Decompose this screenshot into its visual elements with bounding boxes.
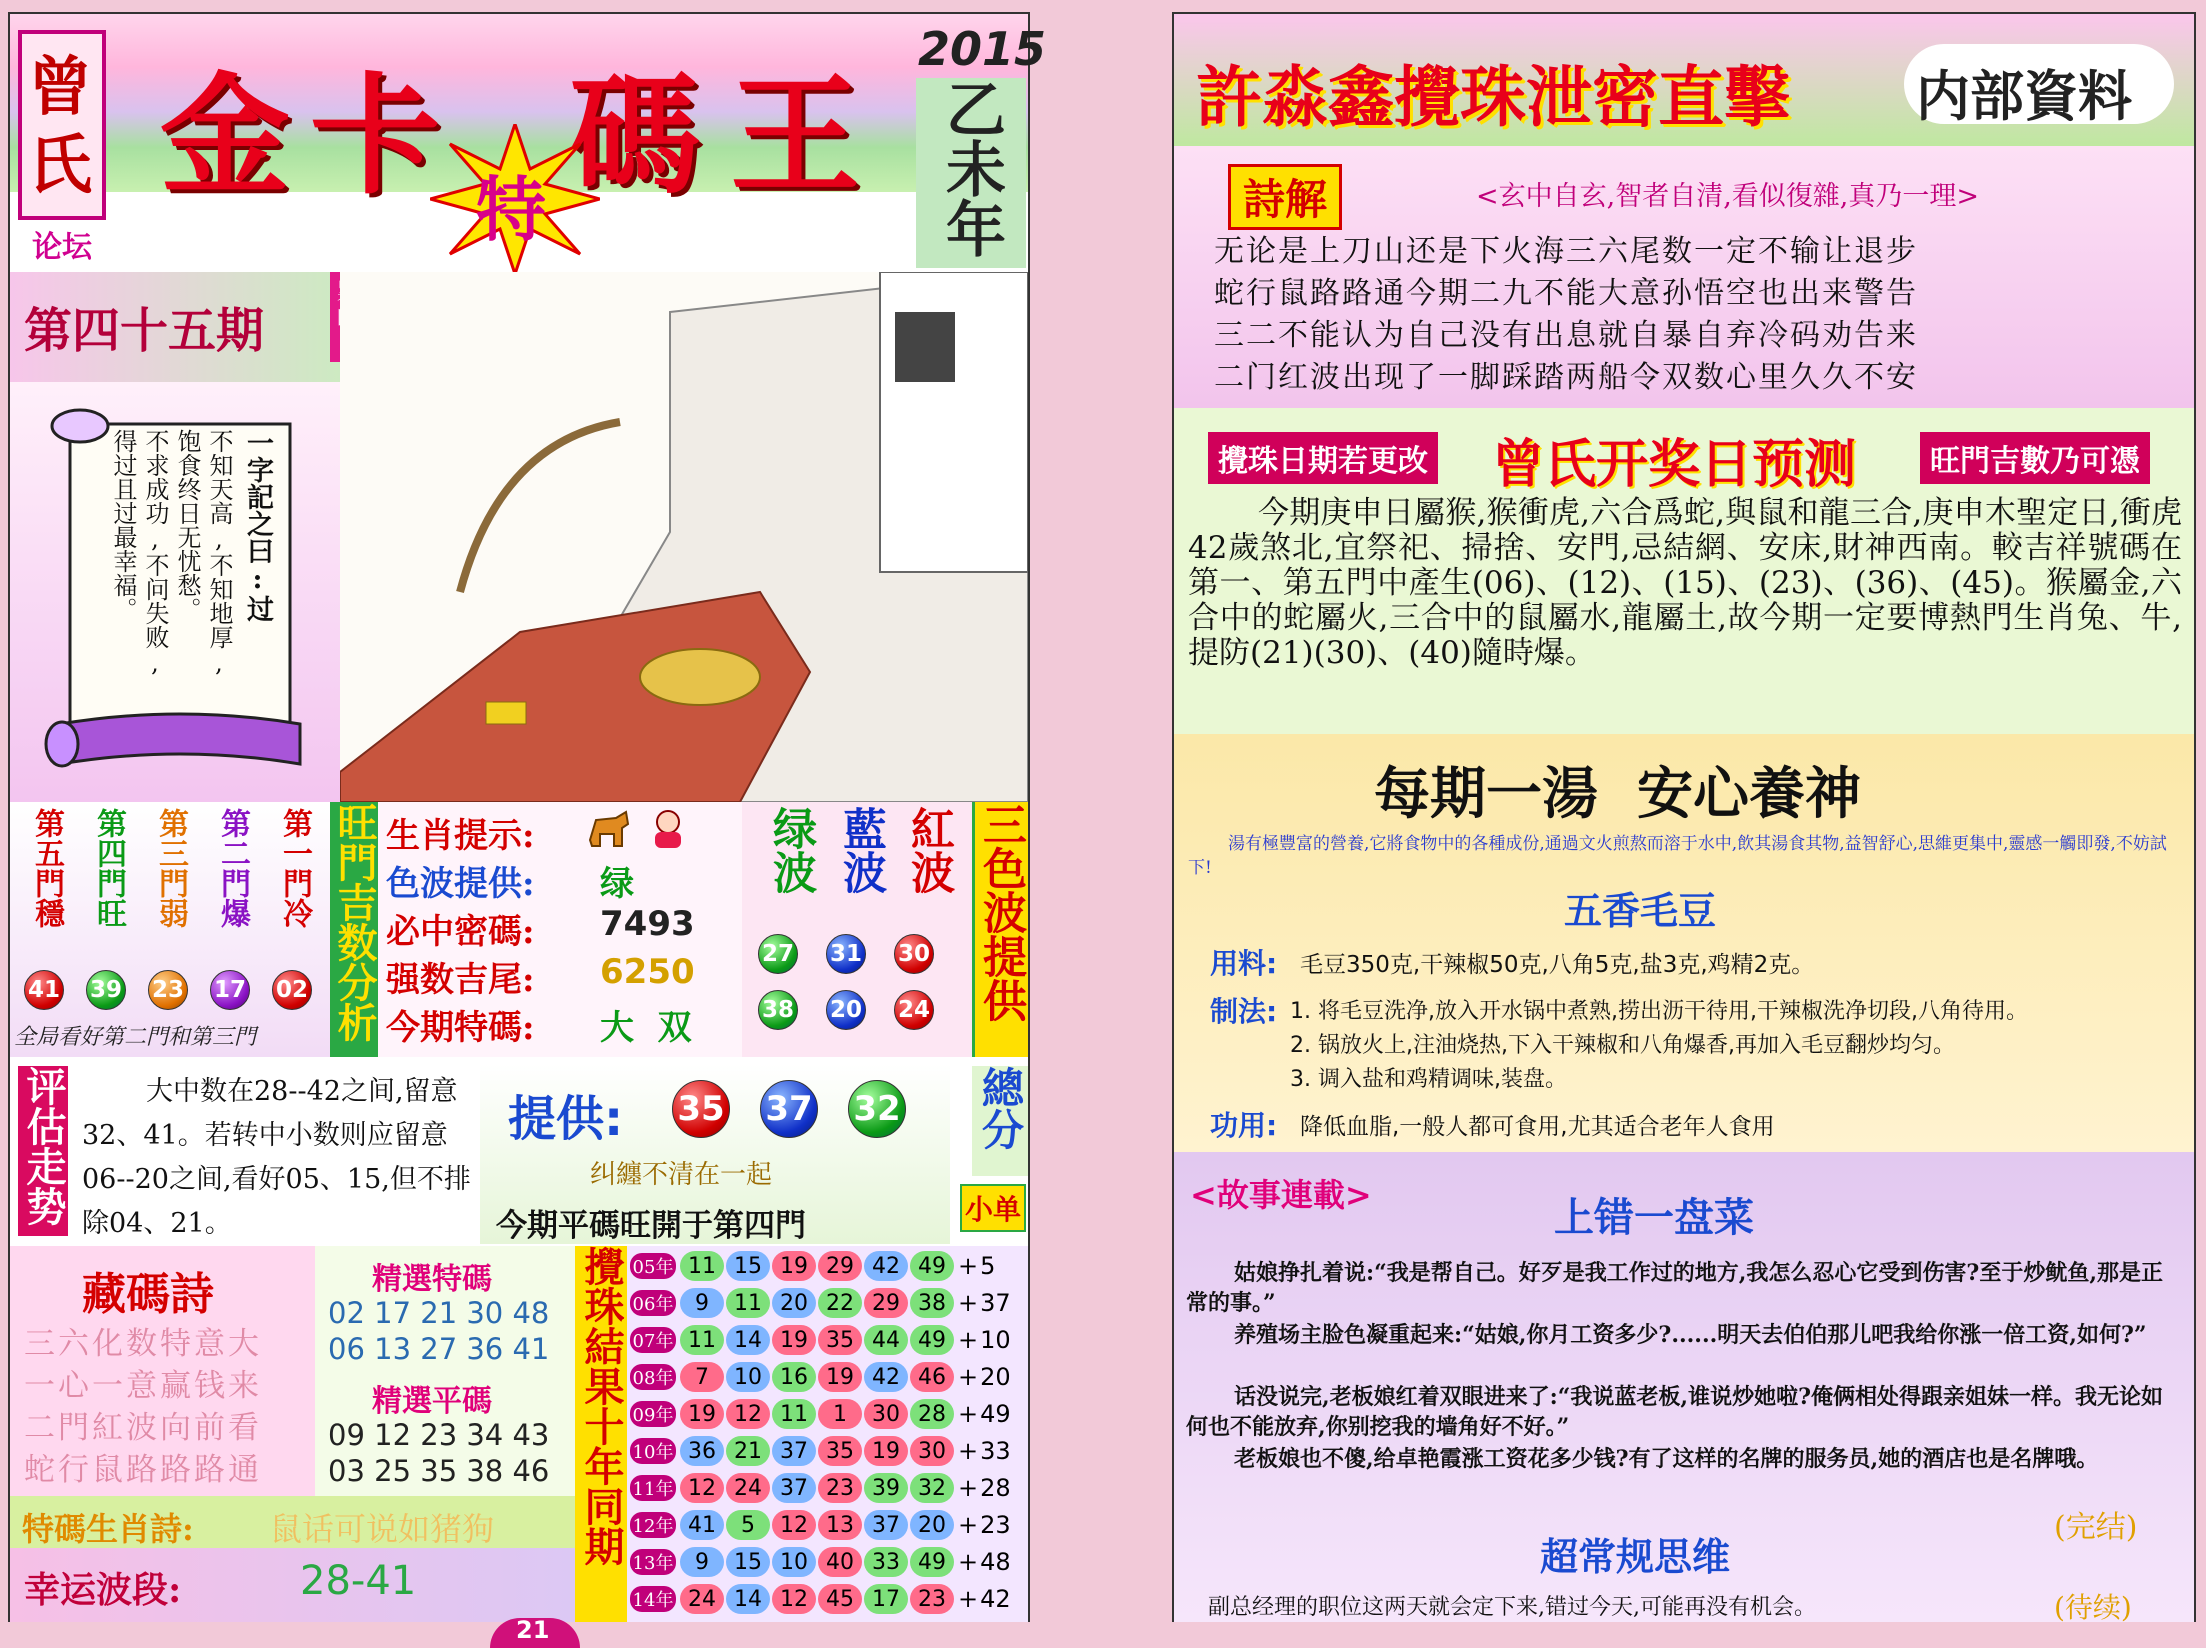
- history-number: 15: [726, 1547, 770, 1577]
- issue-label: 第四十五期: [24, 303, 265, 359]
- year-cn: 乙未年: [916, 78, 1026, 268]
- history-number: 22: [818, 1288, 862, 1318]
- history-year: 12年: [630, 1512, 676, 1538]
- story-paragraph: 姑娘挣扎着说:“我是帮自己。好歹是我工作过的地方,我怎么忍心它受到伤害?至于炒鱿鱼,那是正常的事。”: [1186, 1260, 2163, 1316]
- pred-title: 曾氏开奖日预测: [1492, 435, 1857, 495]
- right-poem-line: 三二不能认为自己没有出息就自暴自弃冷码劝告来: [1214, 318, 1918, 353]
- tip-label: 今期特碼:: [386, 1008, 535, 1048]
- history-number: 21: [726, 1436, 770, 1466]
- right-poem-line: 二门红波出现了一脚踩踏两船令双数心里久久不安: [1214, 360, 1918, 395]
- history-row: [630, 1581, 1011, 1617]
- history-special: 37: [980, 1289, 1011, 1317]
- right-header-badge: 内部資料: [1916, 65, 2132, 128]
- history-number: 29: [818, 1251, 862, 1281]
- lucky-label: 幸运波段:: [24, 1569, 182, 1611]
- provide-ball: 37: [760, 1080, 818, 1138]
- method-1: 1. 将毛豆洗净,放入开水锅中煮熟,捞出沥干待用,干辣椒洗净切段,八角待用。: [1290, 999, 2028, 1024]
- history-year: 09年: [630, 1401, 676, 1427]
- history-number: 12: [772, 1584, 816, 1614]
- story-tag: <故事連載>: [1190, 1176, 1372, 1214]
- scroll-line-5: 得过且过最幸福。: [109, 429, 137, 621]
- gate-label: 第二門爆: [215, 808, 250, 928]
- wave-ball: 31: [826, 934, 866, 974]
- title-char-1: 金: [160, 60, 291, 212]
- story2-end: (待续): [2054, 1591, 2132, 1624]
- wave-vertical: 三色波提供: [972, 802, 1028, 1057]
- title-char-4: 王: [730, 60, 861, 212]
- history-number: 49: [910, 1547, 954, 1577]
- poem-line: 蛇行鼠路路路通: [24, 1452, 262, 1488]
- history-row: [630, 1433, 1011, 1469]
- gate-label: 第三門弱: [153, 808, 188, 928]
- history-number: 38: [910, 1288, 954, 1318]
- scroll-line-2: 不知天高,不知地厚,: [205, 429, 233, 677]
- history-number: 24: [726, 1473, 770, 1503]
- story-end: (完结): [2054, 1510, 2138, 1545]
- tip-label: 色波提供:: [386, 864, 535, 904]
- history-special: 33: [980, 1437, 1011, 1465]
- history-year: 07年: [630, 1327, 676, 1353]
- history-plus: +: [958, 1326, 979, 1354]
- title-char-2: 卡: [310, 60, 441, 212]
- history-number: 19: [772, 1325, 816, 1355]
- left-page: [8, 12, 1047, 1622]
- history-number: 11: [680, 1251, 724, 1281]
- history-number: 24: [680, 1584, 724, 1614]
- history-number: 17: [864, 1584, 908, 1614]
- history-special: 10: [980, 1326, 1011, 1354]
- story2-text: 副总经理的职位这两天就会定下来,错过今天,可能再没有机会。: [1208, 1595, 1816, 1620]
- history-row: [630, 1285, 1011, 1321]
- history-row: [630, 1248, 995, 1284]
- history-number: 10: [772, 1547, 816, 1577]
- history-number: 11: [680, 1325, 724, 1355]
- wave-ball: 30: [894, 934, 934, 974]
- history-special: 20: [980, 1363, 1011, 1391]
- gate-number-ball: 39: [86, 970, 126, 1010]
- story-paragraph: 话没说完,老板娘红着双眼进来了:“我说蓝老板,谁说炒她啦?俺俩相处得跟亲姐妹一样。我无论如何也不能放弃,你别挖我的墙角好不好。”: [1186, 1384, 2163, 1440]
- history-number: 37: [772, 1473, 816, 1503]
- story-paragraph: 老板娘也不傻,给卓艳霞涨工资花多少钱?有了这样的名牌的服务员,她的酒店也是名牌哦。: [1234, 1446, 2099, 1472]
- history-number: 35: [818, 1325, 862, 1355]
- history-vertical: 攪珠結果十年同期: [575, 1246, 627, 1622]
- history-year: 06年: [630, 1290, 676, 1316]
- ing-text: 毛豆350克,干辣椒50克,八角5克,盐3克,鸡精2克。: [1300, 952, 1815, 978]
- special-title: 精選特碼: [372, 1262, 492, 1297]
- history-number: 30: [864, 1399, 908, 1429]
- wave-blue-label: 藍波: [835, 806, 886, 894]
- history-year: 11年: [630, 1475, 676, 1501]
- story-paragraph: 养殖场主脸色凝重起来:“姑娘,你月工资多少?......明天去伯伯那儿吧我给你涨一倍工资,如何?”: [1234, 1322, 2147, 1348]
- flat-row-1: 09 12 23 34 43: [328, 1418, 550, 1452]
- history-year: 10年: [630, 1438, 676, 1464]
- right-poem-line: 蛇行鼠路路通今期二九不能大意孙悟空也出来警告: [1214, 276, 1918, 311]
- method-2: 2. 锅放火上,注油烧热,下入干辣椒和八角爆香,再加入毛豆翻炒均匀。: [1290, 1033, 1955, 1058]
- page-number: 21: [516, 1616, 550, 1644]
- history-number: 19: [864, 1436, 908, 1466]
- history-number: 33: [864, 1547, 908, 1577]
- history-number: 28: [910, 1399, 954, 1429]
- history-number: 14: [726, 1325, 770, 1355]
- provide-ball: 35: [672, 1080, 730, 1138]
- history-number: 49: [910, 1325, 954, 1355]
- history-number: 9: [680, 1288, 724, 1318]
- history-number: 42: [864, 1251, 908, 1281]
- gate-label: 第五門穩: [29, 808, 64, 928]
- provide-ball: 32: [848, 1080, 906, 1138]
- history-special: 49: [980, 1400, 1011, 1428]
- history-special: 48: [980, 1548, 1011, 1576]
- title-char-3: 碼: [570, 60, 701, 212]
- history-table: [630, 1248, 1026, 1620]
- right-header-title: 許淼鑫攪珠泄密直擊: [1196, 59, 1790, 136]
- history-number: 15: [726, 1251, 770, 1281]
- history-row: [630, 1359, 1011, 1395]
- history-number: 1: [818, 1399, 862, 1429]
- history-row: [630, 1544, 1011, 1580]
- lucky-value: 28-41: [300, 1558, 417, 1604]
- history-row: [630, 1470, 1011, 1506]
- history-number: 9: [680, 1547, 724, 1577]
- assess-text: 大中数在28--42之间,留意32、41。若转中小数则应留意06--20之间,看好05、15,但不排除04、21。: [82, 1076, 471, 1239]
- brand-top: 曾: [28, 51, 92, 125]
- tip-value: 绿: [600, 864, 634, 904]
- gate-number-ball: 02: [272, 970, 312, 1010]
- history-number: 23: [818, 1473, 862, 1503]
- history-number: 37: [864, 1510, 908, 1540]
- history-number: 19: [818, 1362, 862, 1392]
- history-number: 11: [726, 1288, 770, 1318]
- history-number: 19: [772, 1251, 816, 1281]
- history-number: 20: [910, 1510, 954, 1540]
- history-year: 13年: [630, 1549, 676, 1575]
- poem-line: 二門紅波向前看: [24, 1410, 262, 1446]
- gate-number-ball: 23: [148, 970, 188, 1010]
- history-number: 36: [680, 1436, 724, 1466]
- poem-tag: 詩解: [1228, 164, 1342, 230]
- tip-value: 大 双: [600, 1008, 692, 1048]
- pred-left: 攪珠日期若更改: [1208, 432, 1438, 484]
- history-number: 16: [772, 1362, 816, 1392]
- pred-right: 旺門吉數乃可憑: [1920, 432, 2150, 484]
- history-plus: +: [958, 1548, 979, 1576]
- flat-row-2: 03 25 35 38 46: [328, 1454, 550, 1488]
- history-row: [630, 1322, 1011, 1358]
- history-number: 7: [680, 1362, 724, 1392]
- tip-label: 必中密碼:: [386, 912, 535, 952]
- wave-red-label: 紅波: [903, 806, 954, 894]
- gate-note: 全局看好第二門和第三門: [14, 1025, 257, 1050]
- history-special: 5: [980, 1252, 996, 1280]
- method-label: 制法:: [1210, 995, 1278, 1028]
- wave-green-label: 绿波: [765, 806, 816, 894]
- history-year: 05年: [630, 1253, 676, 1279]
- history-number: 46: [910, 1362, 954, 1392]
- history-row: [630, 1396, 1011, 1432]
- total-value: 小单: [960, 1184, 1026, 1232]
- right-page: [1172, 12, 2196, 1622]
- wave-ball: 24: [894, 990, 934, 1030]
- brand-bottom: 氏: [28, 129, 92, 203]
- poem-subtitle: <玄中自玄,智者自清,看似復雜,真乃一理>: [1476, 181, 1979, 212]
- gate-vertical: 旺門吉数分析: [330, 802, 378, 1057]
- zodiac-poem-label: 特碼生肖詩:: [22, 1510, 194, 1548]
- history-number: 23: [910, 1584, 954, 1614]
- year-number: 2015: [918, 22, 1047, 76]
- wave-ball: 20: [826, 990, 866, 1030]
- history-row: [630, 1507, 1011, 1543]
- scroll-line-4: 不求成功,不问失败,: [141, 429, 169, 677]
- history-number: 19: [680, 1399, 724, 1429]
- story-title: 上错一盘菜: [1554, 1194, 1754, 1241]
- history-number: 39: [864, 1473, 908, 1503]
- history-number: 37: [772, 1436, 816, 1466]
- zodiac-dog-icon: [586, 810, 632, 850]
- effect-label: 功用:: [1210, 1109, 1278, 1142]
- ing-label: 用料:: [1210, 947, 1278, 980]
- history-number: 12: [726, 1399, 770, 1429]
- history-number: 10: [726, 1362, 770, 1392]
- history-number: 35: [818, 1436, 862, 1466]
- tip-value: 7493: [600, 904, 695, 944]
- special-row-2: 06 13 27 36 41: [328, 1332, 550, 1366]
- effect-text: 降低血脂,一般人都可食用,尤其适合老年人食用: [1300, 1114, 1775, 1140]
- history-number: 11: [772, 1399, 816, 1429]
- history-year: 14年: [630, 1586, 676, 1612]
- history-plus: +: [958, 1585, 979, 1613]
- provide-label: 提供:: [508, 1091, 624, 1147]
- history-number: 5: [726, 1510, 770, 1540]
- soup-intro: 湯有極豐富的營養,它將食物中的各種成份,通過文火煎熬而溶于水中,飲其湯食其物,益智舒心,思維更集中,靈感一觸即發,不妨試下!: [1188, 834, 2167, 878]
- poem-line: 三六化数特意大: [24, 1326, 262, 1362]
- scroll-line-1: 一字記之曰:过: [242, 429, 273, 622]
- dish-name: 五香毛豆: [1564, 888, 1717, 933]
- gate-label: 第一門冷: [277, 808, 312, 928]
- history-number: 49: [910, 1251, 954, 1281]
- poem-title: 藏碼詩: [82, 1269, 214, 1320]
- special-row-1: 02 17 21 30 48: [328, 1296, 550, 1330]
- history-plus: +: [958, 1363, 979, 1391]
- wave-ball: 38: [758, 990, 798, 1030]
- zodiac-child-icon: [646, 808, 690, 850]
- history-number: 12: [772, 1510, 816, 1540]
- history-year: 08年: [630, 1364, 676, 1390]
- illustration-rabbit-scene: [340, 272, 1028, 802]
- history-plus: +: [958, 1400, 979, 1428]
- history-number: 30: [910, 1436, 954, 1466]
- wave-ball: 27: [758, 934, 798, 974]
- history-plus: +: [958, 1289, 979, 1317]
- history-number: 29: [864, 1288, 908, 1318]
- history-plus: +: [958, 1511, 979, 1539]
- flat-title: 精選平碼: [372, 1384, 492, 1419]
- history-special: 42: [980, 1585, 1011, 1613]
- method-3: 3. 调入盐和鸡精调味,装盘。: [1290, 1067, 1567, 1092]
- history-number: 41: [680, 1510, 724, 1540]
- history-number: 45: [818, 1584, 862, 1614]
- total-label: 總分: [972, 1066, 1028, 1176]
- gate-number-ball: 17: [210, 970, 250, 1010]
- story2-title: 超常规思维: [1540, 1534, 1731, 1579]
- history-number: 12: [680, 1473, 724, 1503]
- history-number: 32: [910, 1473, 954, 1503]
- tip-label: 强数吉尾:: [386, 960, 535, 1000]
- gate-label: 第四門旺: [91, 808, 126, 928]
- history-number: 13: [818, 1510, 862, 1540]
- assess-vertical: 评估走势: [18, 1066, 68, 1236]
- history-plus: +: [958, 1252, 979, 1280]
- soup-title: 每期一湯 安心養神: [1374, 762, 1861, 827]
- pred-text: 今期庚申日屬猴,猴衝虎,六合爲蛇,與鼠和龍三合,庚申木聖定日,衝虎42歲煞北,宜祭祀、掃捨、安門,忌結網、安床,財神西南。較吉祥號碼在第一、第五門中產生(06)、(12)、(15)、(23)、(36)、(45)。猴屬金,六合中的蛇屬火,三合中的鼠屬水,龍屬土,故今期一定要博熱門生肖兔、牛,提防(21)(30)、(40)隨時爆。: [1188, 495, 2182, 671]
- gate-number-ball: 41: [24, 970, 64, 1010]
- history-number: 40: [818, 1547, 862, 1577]
- zodiac-poem: 鼠话可说如猪狗: [270, 1510, 495, 1548]
- flat-gate: 今期平碼旺開于第四門: [496, 1208, 806, 1244]
- forum-label: 论坛: [32, 230, 92, 265]
- scroll-line-3: 饱食终日无忧愁。: [173, 429, 201, 621]
- history-number: 44: [864, 1325, 908, 1355]
- tese-label: 特: [476, 169, 546, 251]
- tip-value: 6250: [600, 952, 695, 992]
- history-number: 14: [726, 1584, 770, 1614]
- provide-note: 纠纏不清在一起: [590, 1160, 773, 1190]
- history-plus: +: [958, 1474, 979, 1502]
- tip-label: 生肖提示:: [386, 816, 535, 856]
- history-special: 28: [980, 1474, 1011, 1502]
- history-number: 42: [864, 1362, 908, 1392]
- history-plus: +: [958, 1437, 979, 1465]
- history-number: 20: [772, 1288, 816, 1318]
- right-poem-line: 无论是上刀山还是下火海三六尾数一定不输让退步: [1214, 234, 1918, 269]
- history-special: 23: [980, 1511, 1011, 1539]
- poem-line: 一心一意赢钱来: [24, 1368, 262, 1404]
